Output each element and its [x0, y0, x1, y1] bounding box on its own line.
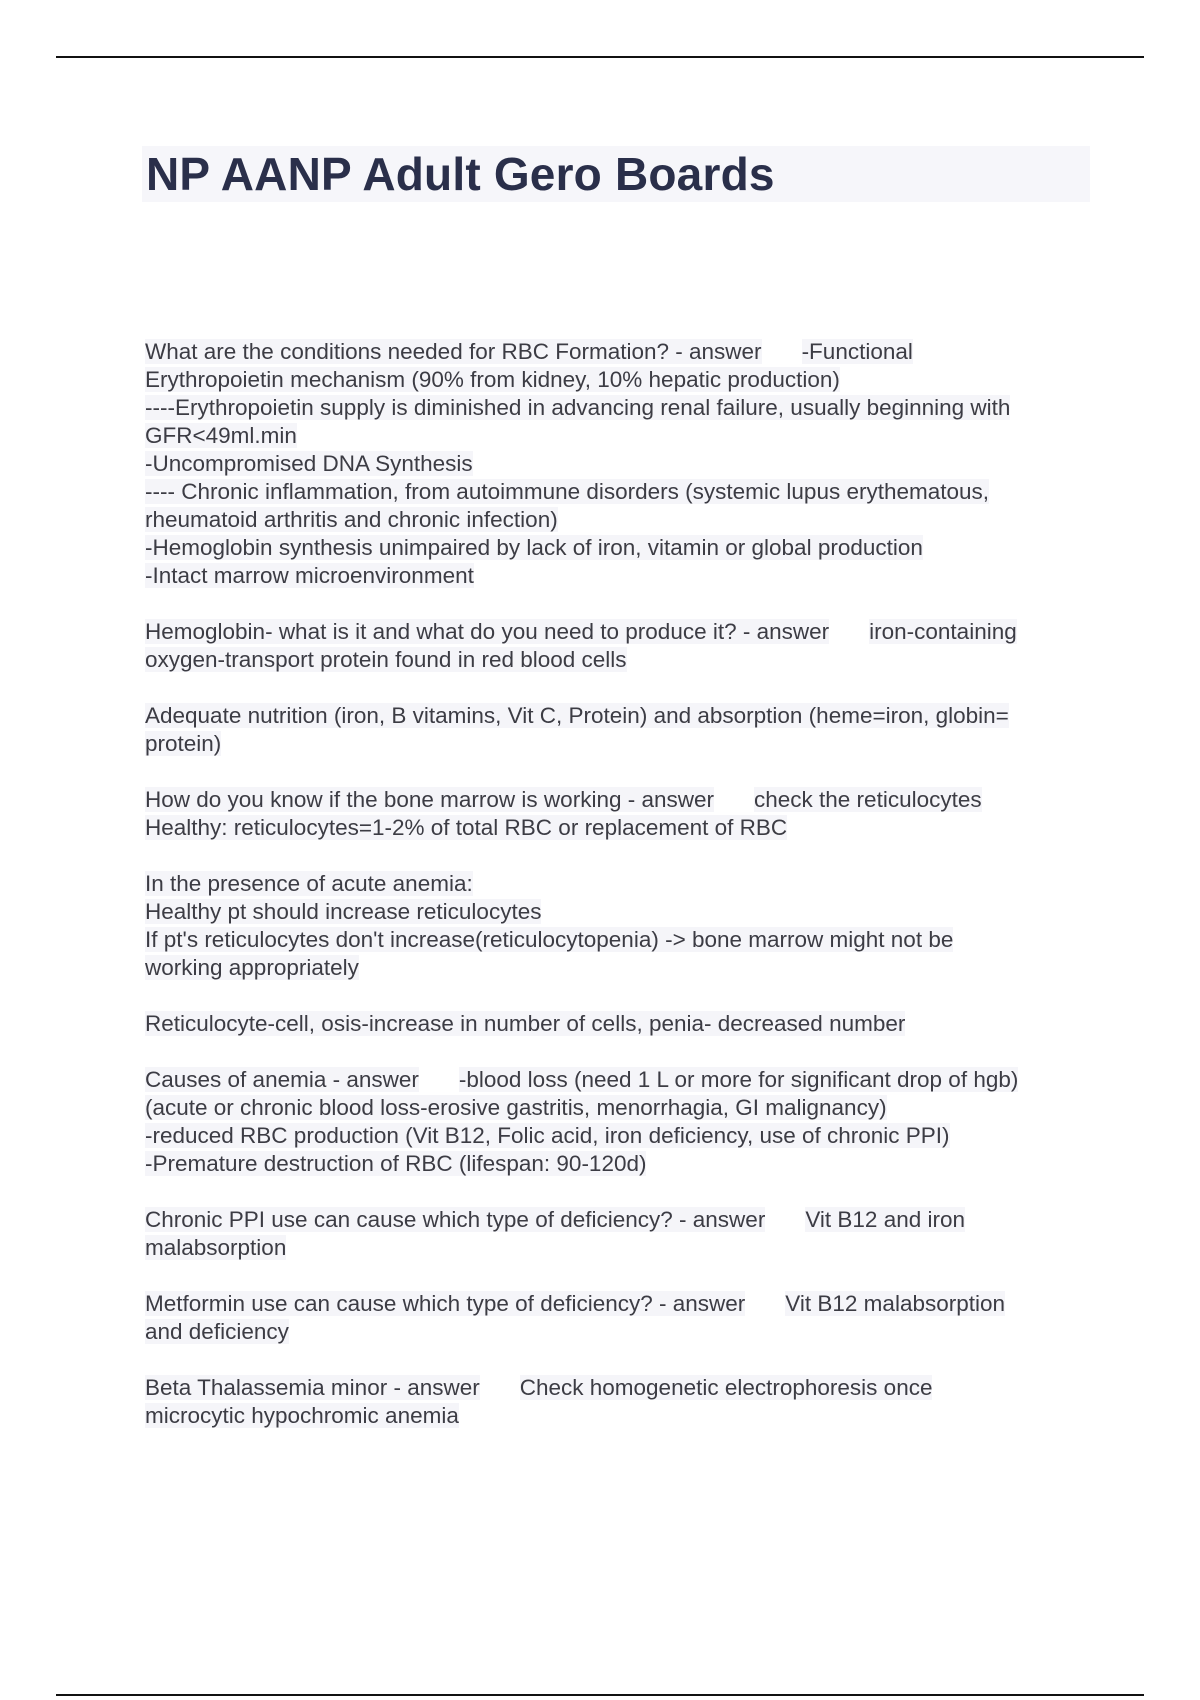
line-text: -reduced RBC production (Vit B12, Folic acid, iron deficiency, use of chronic PPI)	[145, 1123, 950, 1148]
header-rule	[56, 56, 1144, 58]
text-line	[145, 422, 1090, 450]
line-text: (acute or chronic blood loss-erosive gastritis, menorrhagia, GI malignancy)	[145, 1095, 887, 1120]
text-line	[145, 1150, 1090, 1178]
qa-entry	[145, 618, 1090, 674]
line-text: rheumatoid arthritis and chronic infection)	[145, 507, 558, 532]
text-line	[145, 338, 1090, 366]
line-text: GFR<49ml.min	[145, 423, 297, 448]
qa-entry	[145, 786, 1090, 842]
text-line	[145, 730, 1090, 758]
answer-text: -blood loss (need 1 L or more for significant drop of hgb)	[458, 1067, 1019, 1092]
line-text: In the presence of acute anemia:	[145, 871, 473, 896]
line-text: and deficiency	[145, 1319, 289, 1344]
text-line	[145, 618, 1090, 646]
text-line	[145, 702, 1090, 730]
line-text: ----Erythropoietin supply is diminished in advancing renal failure, usually beginning with	[145, 395, 1011, 420]
line-text: Reticulocyte-cell, osis-increase in number of cells, penia- decreased number	[145, 1011, 906, 1036]
answer-text: Vit B12 and iron	[805, 1207, 966, 1232]
line-text: Causes of anemia - answer	[145, 1067, 419, 1092]
text-line	[145, 1206, 1090, 1234]
text-line	[145, 926, 1090, 954]
text-line	[145, 1374, 1090, 1402]
text-line	[145, 366, 1090, 394]
line-text: If pt's reticulocytes don't increase(reticulocytopenia) -> bone marrow might not be	[145, 927, 954, 952]
qa-entry	[145, 1290, 1090, 1346]
line-text: Healthy: reticulocytes=1-2% of total RBC or replacement of RBC	[145, 815, 788, 840]
footer-rule	[56, 1694, 1144, 1696]
text-line	[145, 1066, 1090, 1094]
line-text: ---- Chronic inflammation, from autoimmune disorders (systemic lupus erythematous,	[145, 479, 990, 504]
qa-entry	[145, 1010, 1090, 1038]
text-line	[145, 814, 1090, 842]
qa-entry	[145, 870, 1090, 982]
line-text: protein)	[145, 731, 222, 756]
text-line	[145, 478, 1090, 506]
text-line	[145, 870, 1090, 898]
text-line	[145, 1402, 1090, 1430]
text-line	[145, 898, 1090, 926]
line-text: What are the conditions needed for RBC Formation? - answer	[145, 339, 762, 364]
line-text: Chronic PPI use can cause which type of deficiency? - answer	[145, 1207, 766, 1232]
qa-entry	[145, 1206, 1090, 1262]
text-line	[145, 1122, 1090, 1150]
line-text: Metformin use can cause which type of deficiency? - answer	[145, 1291, 746, 1316]
line-text: -Intact marrow microenvironment	[145, 563, 474, 588]
qa-entry	[145, 1066, 1090, 1178]
text-line	[145, 506, 1090, 534]
line-text: -Uncompromised DNA Synthesis	[145, 451, 473, 476]
text-line	[145, 1290, 1090, 1318]
text-line	[145, 534, 1090, 562]
line-text: Healthy pt should increase reticulocytes	[145, 899, 542, 924]
qa-entry	[145, 338, 1090, 590]
line-text: working appropriately	[145, 955, 359, 980]
line-text: -Premature destruction of RBC (lifespan: 90-120d)	[145, 1151, 647, 1176]
qa-entry	[145, 1374, 1090, 1430]
line-text: Beta Thalassemia minor - answer	[145, 1375, 480, 1400]
text-line	[145, 1318, 1090, 1346]
text-line	[145, 1010, 1090, 1038]
answer-text: Vit B12 malabsorption	[785, 1291, 1006, 1316]
qa-entry	[145, 702, 1090, 758]
text-line	[145, 954, 1090, 982]
line-text: Erythropoietin mechanism (90% from kidney, 10% hepatic production)	[145, 367, 840, 392]
answer-text: -Functional	[801, 339, 913, 364]
text-line	[145, 646, 1090, 674]
text-line	[145, 562, 1090, 590]
answer-text: iron-containing	[869, 619, 1017, 644]
text-line	[145, 450, 1090, 478]
line-text: malabsorption	[145, 1235, 287, 1260]
line-text: microcytic hypochromic anemia	[145, 1403, 459, 1428]
line-text: Hemoglobin- what is it and what do you need to produce it? - answer	[145, 619, 830, 644]
answer-text: check the reticulocytes	[754, 787, 982, 812]
line-text: Adequate nutrition (iron, B vitamins, Vit C, Protein) and absorption (heme=iron, globin=	[145, 703, 1009, 728]
line-text: How do you know if the bone marrow is working - answer	[145, 787, 714, 812]
text-line	[145, 1234, 1090, 1262]
text-line	[145, 1094, 1090, 1122]
line-text: oxygen-transport protein found in red blood cells	[145, 647, 627, 672]
document-body	[145, 338, 1090, 1458]
document-title: NP AANP Adult Gero Boards	[146, 148, 775, 200]
answer-text: Check homogenetic electrophoresis once	[519, 1375, 933, 1400]
text-line	[145, 786, 1090, 814]
text-line	[145, 394, 1090, 422]
line-text: -Hemoglobin synthesis unimpaired by lack of iron, vitamin or global production	[145, 535, 923, 560]
